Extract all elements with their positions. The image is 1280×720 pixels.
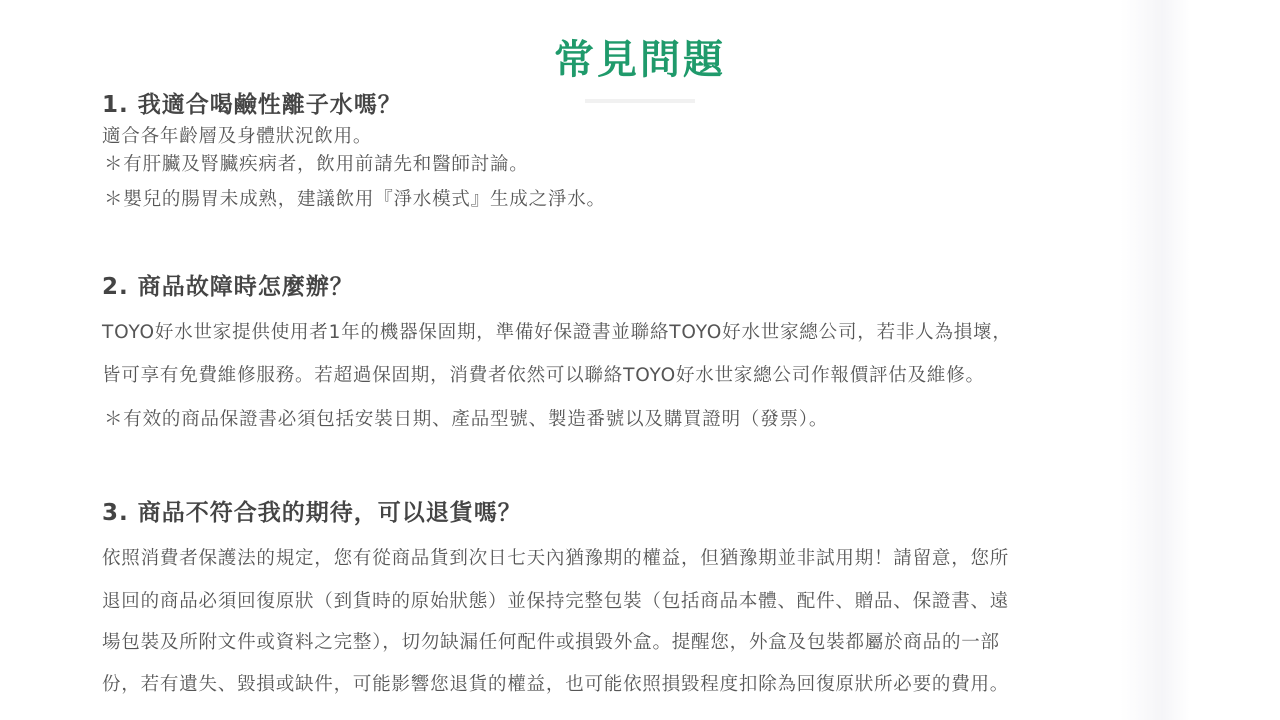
faq-answer-1-note-1: ＊有肝臟及腎臟疾病者，飲用前請先和醫師討論。 xyxy=(104,154,529,175)
page-title: 常見問題 xyxy=(554,37,726,83)
faq-answer-3-line-4: 份，若有遺失、毀損或缺件，可能影響您退貨的權益，也可能依照損毀程度扣除為回復原狀所必要的費用。 xyxy=(102,674,1010,695)
faq-answer-3-line-2: 退回的商品必須回復原狀（到貨時的原始狀態）並保持完整包裝（包括商品本體、配件、贈品、保證書、遠 xyxy=(102,591,1010,612)
faq-answer-3-line-3: 場包裝及所附文件或資料之完整），切勿缺漏任何配件或損毀外盒。提醒您，外盒及包裝都屬於商品的一部 xyxy=(102,632,1000,653)
faq-answer-1-note-2: ＊嬰兒的腸胃未成熟，建議飲用『淨水模式』生成之淨水。 xyxy=(104,189,606,210)
background-shade xyxy=(1120,0,1190,720)
faq-answer-2-line-2: 皆可享有免費維修服務。若超過保固期，消費者依然可以聯絡TOYO好水世家總公司作報價評估及維修。 xyxy=(102,365,985,386)
faq-answer-2-note-1: ＊有效的商品保證書必須包括安裝日期、產品型號、製造番號以及購買證明（發票）。 xyxy=(104,409,829,430)
title-underline xyxy=(585,99,695,103)
faq-answer-1-line-1: 適合各年齡層及身體狀況飲用。 xyxy=(102,126,373,147)
faq-question-2: 2. 商品故障時怎麼辦？ xyxy=(102,274,354,300)
faq-question-3: 3. 商品不符合我的期待，可以退貨嗎？ xyxy=(102,500,522,526)
faq-question-1: 1. 我適合喝鹼性離子水嗎？ xyxy=(102,92,402,118)
faq-answer-2-line-1: TOYO好水世家提供使用者1年的機器保固期，準備好保證書並聯絡TOYO好水世家總公司，若非人為損壞， xyxy=(102,322,1012,343)
faq-answer-3-line-1: 依照消費者保護法的規定，您有從商品貨到次日七天內猶豫期的權益，但猶豫期並非試用期！請留意，您所 xyxy=(102,548,1010,569)
